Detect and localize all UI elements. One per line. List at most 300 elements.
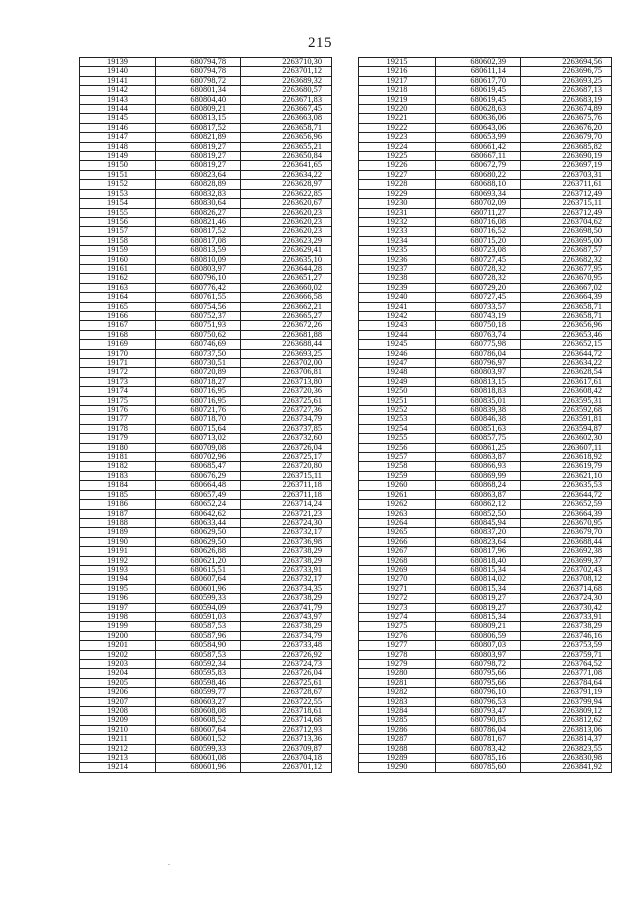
point-number-cell: 19149	[80, 152, 156, 161]
point-number-cell: 19144	[80, 105, 156, 114]
point-number-cell: 19202	[80, 650, 156, 659]
table-row	[80, 208, 332, 217]
x-coordinate-cell: 680601,96	[156, 584, 241, 593]
y-coordinate-cell: 2263670,95	[521, 518, 612, 527]
table-row	[359, 330, 612, 339]
x-coordinate-cell: 680839,38	[436, 406, 521, 415]
table-row	[80, 227, 332, 236]
table-row	[80, 716, 332, 725]
y-coordinate-cell: 2263679,70	[521, 528, 612, 537]
table-row	[359, 556, 612, 565]
table-row	[80, 199, 332, 208]
table-row	[359, 462, 612, 471]
table-row	[80, 76, 332, 85]
table-row	[359, 274, 612, 283]
x-coordinate-cell: 680798,72	[156, 76, 241, 85]
y-coordinate-cell: 2263667,45	[241, 105, 332, 114]
x-coordinate-cell: 680728,32	[436, 264, 521, 273]
x-coordinate-cell: 680667,11	[436, 152, 521, 161]
table-row	[359, 565, 612, 574]
y-coordinate-cell: 2263725,17	[241, 453, 332, 462]
y-coordinate-cell: 2263608,42	[521, 387, 612, 396]
point-number-cell: 19192	[80, 556, 156, 565]
x-coordinate-cell: 680817,52	[156, 227, 241, 236]
x-coordinate-cell: 680830,64	[156, 199, 241, 208]
table-row	[80, 509, 332, 518]
point-number-cell: 19139	[80, 58, 156, 67]
point-number-cell: 19267	[359, 547, 436, 556]
x-coordinate-cell: 680587,96	[156, 631, 241, 640]
x-coordinate-cell: 680621,20	[156, 556, 241, 565]
y-coordinate-cell: 2263658,71	[521, 302, 612, 311]
x-coordinate-cell: 680785,60	[436, 763, 521, 772]
x-coordinate-cell: 680608,52	[156, 716, 241, 725]
x-coordinate-cell: 680781,67	[436, 735, 521, 744]
x-coordinate-cell: 680786,04	[436, 725, 521, 734]
x-coordinate-cell: 680817,52	[156, 123, 241, 132]
table-row	[80, 697, 332, 706]
x-coordinate-cell: 680751,93	[156, 321, 241, 330]
y-coordinate-cell: 2263733,91	[521, 612, 612, 621]
x-coordinate-cell: 680785,16	[436, 754, 521, 763]
point-number-cell: 19233	[359, 227, 436, 236]
point-number-cell: 19178	[80, 424, 156, 433]
y-coordinate-cell: 2263629,41	[241, 246, 332, 255]
table-row	[80, 547, 332, 556]
point-number-cell: 19270	[359, 575, 436, 584]
table-row	[359, 716, 612, 725]
point-number-cell: 19194	[80, 575, 156, 584]
point-number-cell: 19147	[80, 133, 156, 142]
y-coordinate-cell: 2263830,98	[521, 754, 612, 763]
x-coordinate-cell: 680790,85	[436, 716, 521, 725]
x-coordinate-cell: 680587,53	[156, 650, 241, 659]
table-row	[359, 236, 612, 245]
point-number-cell: 19280	[359, 669, 436, 678]
x-coordinate-cell: 680806,59	[436, 631, 521, 640]
x-coordinate-cell: 680718,70	[156, 415, 241, 424]
table-row	[80, 707, 332, 716]
coordinates-table-left	[79, 57, 332, 773]
x-coordinate-cell: 680815,34	[436, 612, 521, 621]
y-coordinate-cell: 2263681,88	[241, 330, 332, 339]
table-row	[359, 481, 612, 490]
footer-mark: .	[168, 858, 170, 867]
y-coordinate-cell: 2263724,30	[521, 594, 612, 603]
y-coordinate-cell: 2263655,21	[241, 142, 332, 151]
point-number-cell: 19184	[80, 481, 156, 490]
x-coordinate-cell: 680587,53	[156, 622, 241, 631]
point-number-cell: 19191	[80, 547, 156, 556]
y-coordinate-cell: 2263823,55	[521, 744, 612, 753]
x-coordinate-cell: 680657,49	[156, 490, 241, 499]
x-coordinate-cell: 680819,27	[436, 594, 521, 603]
point-number-cell: 19231	[359, 208, 436, 217]
x-coordinate-cell: 680598,46	[156, 678, 241, 687]
table-row	[359, 283, 612, 292]
y-coordinate-cell: 2263721,23	[241, 509, 332, 518]
y-coordinate-cell: 2263725,61	[241, 678, 332, 687]
y-coordinate-cell: 2263653,46	[521, 330, 612, 339]
table-row	[359, 340, 612, 349]
x-coordinate-cell: 680729,20	[436, 283, 521, 292]
x-coordinate-cell: 680601,08	[156, 754, 241, 763]
point-number-cell: 19197	[80, 603, 156, 612]
point-number-cell: 19236	[359, 255, 436, 264]
table-row	[359, 95, 612, 104]
y-coordinate-cell: 2263679,70	[521, 133, 612, 142]
y-coordinate-cell: 2263732,60	[241, 434, 332, 443]
table-row	[359, 678, 612, 687]
table-row	[80, 744, 332, 753]
table-row	[80, 236, 332, 245]
table-row	[80, 311, 332, 320]
y-coordinate-cell: 2263623,29	[241, 236, 332, 245]
x-coordinate-cell: 680761,55	[156, 293, 241, 302]
y-coordinate-cell: 2263620,23	[241, 227, 332, 236]
table-row	[359, 584, 612, 593]
x-coordinate-cell: 680837,20	[436, 528, 521, 537]
y-coordinate-cell: 2263720,80	[241, 462, 332, 471]
x-coordinate-cell: 680775,98	[436, 340, 521, 349]
table-row	[359, 612, 612, 621]
table-row	[80, 161, 332, 170]
table-row	[359, 594, 612, 603]
x-coordinate-cell: 680615,51	[156, 565, 241, 574]
y-coordinate-cell: 2263718,61	[241, 707, 332, 716]
x-coordinate-cell: 680728,32	[436, 274, 521, 283]
point-number-cell: 19219	[359, 95, 436, 104]
x-coordinate-cell: 680818,83	[436, 387, 521, 396]
table-row	[359, 660, 612, 669]
table-row	[80, 528, 332, 537]
y-coordinate-cell: 2263724,73	[241, 660, 332, 669]
point-number-cell: 19268	[359, 556, 436, 565]
x-coordinate-cell: 680832,83	[156, 189, 241, 198]
x-coordinate-cell: 680584,90	[156, 641, 241, 650]
point-number-cell: 19200	[80, 631, 156, 640]
point-number-cell: 19172	[80, 368, 156, 377]
y-coordinate-cell: 2263712,49	[521, 208, 612, 217]
point-number-cell: 19216	[359, 67, 436, 76]
point-number-cell: 19226	[359, 161, 436, 170]
y-coordinate-cell: 2263644,72	[521, 349, 612, 358]
x-coordinate-cell: 680599,33	[156, 744, 241, 753]
point-number-cell: 19262	[359, 500, 436, 509]
point-number-cell: 19183	[80, 471, 156, 480]
y-coordinate-cell: 2263620,23	[241, 217, 332, 226]
table-row	[359, 453, 612, 462]
table-row	[359, 199, 612, 208]
y-coordinate-cell: 2263738,29	[241, 622, 332, 631]
point-number-cell: 19256	[359, 443, 436, 452]
table-row	[359, 575, 612, 584]
point-number-cell: 19282	[359, 688, 436, 697]
x-coordinate-cell: 680633,44	[156, 518, 241, 527]
y-coordinate-cell: 2263635,10	[241, 255, 332, 264]
point-number-cell: 19167	[80, 321, 156, 330]
point-number-cell: 19217	[359, 76, 436, 85]
x-coordinate-cell: 680730,51	[156, 359, 241, 368]
point-number-cell: 19181	[80, 453, 156, 462]
y-coordinate-cell: 2263701,12	[241, 763, 332, 772]
table-row	[359, 152, 612, 161]
x-coordinate-cell: 680713,02	[156, 434, 241, 443]
table-row	[359, 133, 612, 142]
point-number-cell: 19243	[359, 321, 436, 330]
point-number-cell: 19193	[80, 565, 156, 574]
y-coordinate-cell: 2263714,24	[241, 500, 332, 509]
x-coordinate-cell: 680715,64	[156, 424, 241, 433]
table-row	[80, 631, 332, 640]
point-number-cell: 19151	[80, 170, 156, 179]
x-coordinate-cell: 680619,45	[436, 86, 521, 95]
point-number-cell: 19279	[359, 660, 436, 669]
table-row	[80, 424, 332, 433]
x-coordinate-cell: 680821,46	[156, 217, 241, 226]
table-row	[359, 217, 612, 226]
point-number-cell: 19274	[359, 612, 436, 621]
x-coordinate-cell: 680861,25	[436, 443, 521, 452]
x-coordinate-cell: 680718,27	[156, 377, 241, 386]
point-number-cell: 19185	[80, 490, 156, 499]
table-row	[359, 76, 612, 85]
x-coordinate-cell: 680809,21	[436, 622, 521, 631]
point-number-cell: 19143	[80, 95, 156, 104]
y-coordinate-cell: 2263712,49	[521, 189, 612, 198]
table-row	[359, 547, 612, 556]
point-number-cell: 19210	[80, 725, 156, 734]
table-row	[80, 340, 332, 349]
y-coordinate-cell: 2263662,21	[241, 302, 332, 311]
table-row	[359, 641, 612, 650]
coordinates-table-body	[80, 58, 332, 773]
y-coordinate-cell: 2263666,58	[241, 293, 332, 302]
table-row	[359, 669, 612, 678]
x-coordinate-cell: 680803,97	[156, 264, 241, 273]
x-coordinate-cell: 680592,34	[156, 660, 241, 669]
y-coordinate-cell: 2263784,64	[521, 678, 612, 687]
x-coordinate-cell: 680629,50	[156, 528, 241, 537]
x-coordinate-cell: 680818,40	[436, 556, 521, 565]
table-row	[80, 678, 332, 687]
y-coordinate-cell: 2263738,29	[241, 556, 332, 565]
y-coordinate-cell: 2263734,79	[241, 631, 332, 640]
x-coordinate-cell: 680851,63	[436, 424, 521, 433]
table-row	[80, 453, 332, 462]
point-number-cell: 19239	[359, 283, 436, 292]
point-number-cell: 19224	[359, 142, 436, 151]
y-coordinate-cell: 2263722,55	[241, 697, 332, 706]
x-coordinate-cell: 680821,89	[156, 133, 241, 142]
point-number-cell: 19162	[80, 274, 156, 283]
x-coordinate-cell: 680796,10	[436, 688, 521, 697]
x-coordinate-cell: 680676,29	[156, 471, 241, 480]
point-number-cell: 19240	[359, 293, 436, 302]
x-coordinate-cell: 680685,47	[156, 462, 241, 471]
table-row	[359, 490, 612, 499]
table-row	[359, 725, 612, 734]
point-number-cell: 19186	[80, 500, 156, 509]
table-row	[80, 565, 332, 574]
point-number-cell: 19212	[80, 744, 156, 753]
table-row	[80, 264, 332, 273]
table-row	[80, 603, 332, 612]
point-number-cell: 19211	[80, 735, 156, 744]
x-coordinate-cell: 680642,62	[156, 509, 241, 518]
point-number-cell: 19257	[359, 453, 436, 462]
table-row	[359, 302, 612, 311]
table-row	[80, 368, 332, 377]
point-number-cell: 19225	[359, 152, 436, 161]
x-coordinate-cell: 680750,62	[156, 330, 241, 339]
table-row	[80, 142, 332, 151]
table-row	[80, 650, 332, 659]
table-row	[359, 246, 612, 255]
y-coordinate-cell: 2263738,29	[241, 547, 332, 556]
y-coordinate-cell: 2263687,13	[521, 86, 612, 95]
point-number-cell: 19148	[80, 142, 156, 151]
table-row	[359, 622, 612, 631]
x-coordinate-cell: 680823,64	[436, 537, 521, 546]
x-coordinate-cell: 680828,89	[156, 180, 241, 189]
table-row	[80, 612, 332, 621]
table-row	[80, 434, 332, 443]
table-row	[80, 471, 332, 480]
y-coordinate-cell: 2263799,94	[521, 697, 612, 706]
y-coordinate-cell: 2263738,29	[521, 622, 612, 631]
y-coordinate-cell: 2263663,08	[241, 114, 332, 123]
table-row	[359, 255, 612, 264]
y-coordinate-cell: 2263727,36	[241, 406, 332, 415]
y-coordinate-cell: 2263702,00	[241, 359, 332, 368]
x-coordinate-cell: 680817,96	[436, 547, 521, 556]
y-coordinate-cell: 2263741,79	[241, 603, 332, 612]
point-number-cell: 19203	[80, 660, 156, 669]
point-number-cell: 19141	[80, 76, 156, 85]
point-number-cell: 19259	[359, 471, 436, 480]
point-number-cell: 19215	[359, 58, 436, 67]
table-row	[359, 349, 612, 358]
y-coordinate-cell: 2263711,18	[241, 490, 332, 499]
x-coordinate-cell: 680743,19	[436, 311, 521, 320]
point-number-cell: 19228	[359, 180, 436, 189]
table-row	[359, 697, 612, 706]
x-coordinate-cell: 680716,95	[156, 396, 241, 405]
table-row	[80, 556, 332, 565]
point-number-cell: 19278	[359, 650, 436, 659]
point-number-cell: 19276	[359, 631, 436, 640]
x-coordinate-cell: 680709,08	[156, 443, 241, 452]
table-row	[80, 584, 332, 593]
table-row	[80, 95, 332, 104]
table-row	[359, 471, 612, 480]
y-coordinate-cell: 2263676,20	[521, 123, 612, 132]
point-number-cell: 19241	[359, 302, 436, 311]
y-coordinate-cell: 2263710,30	[241, 58, 332, 67]
x-coordinate-cell: 680783,42	[436, 744, 521, 753]
y-coordinate-cell: 2263622,85	[241, 189, 332, 198]
y-coordinate-cell: 2263694,56	[521, 58, 612, 67]
table-row	[359, 537, 612, 546]
point-number-cell: 19269	[359, 565, 436, 574]
point-number-cell: 19271	[359, 584, 436, 593]
y-coordinate-cell: 2263675,76	[521, 114, 612, 123]
table-row	[80, 180, 332, 189]
table-row	[359, 406, 612, 415]
point-number-cell: 19163	[80, 283, 156, 292]
table-row	[359, 208, 612, 217]
x-coordinate-cell: 680716,52	[436, 227, 521, 236]
x-coordinate-cell: 680868,24	[436, 481, 521, 490]
point-number-cell: 19164	[80, 293, 156, 302]
point-number-cell: 19238	[359, 274, 436, 283]
point-number-cell: 19287	[359, 735, 436, 744]
x-coordinate-cell: 680750,18	[436, 321, 521, 330]
y-coordinate-cell: 2263733,91	[241, 565, 332, 574]
table-row	[80, 359, 332, 368]
table-row	[80, 377, 332, 386]
point-number-cell: 19234	[359, 236, 436, 245]
x-coordinate-cell: 680653,99	[436, 133, 521, 142]
y-coordinate-cell: 2263595,31	[521, 396, 612, 405]
y-coordinate-cell: 2263715,11	[241, 471, 332, 480]
table-row	[359, 368, 612, 377]
point-number-cell: 19171	[80, 359, 156, 368]
table-row	[359, 424, 612, 433]
y-coordinate-cell: 2263743,97	[241, 612, 332, 621]
y-coordinate-cell: 2263698,50	[521, 227, 612, 236]
y-coordinate-cell: 2263693,25	[521, 76, 612, 85]
table-row	[359, 396, 612, 405]
x-coordinate-cell: 680720,89	[156, 368, 241, 377]
x-coordinate-cell: 680652,24	[156, 500, 241, 509]
point-number-cell: 19190	[80, 537, 156, 546]
x-coordinate-cell: 680826,27	[156, 208, 241, 217]
table-row	[359, 170, 612, 179]
y-coordinate-cell: 2263696,75	[521, 67, 612, 76]
point-number-cell: 19251	[359, 396, 436, 405]
point-number-cell: 19235	[359, 246, 436, 255]
table-row	[359, 744, 612, 753]
y-coordinate-cell: 2263814,37	[521, 735, 612, 744]
y-coordinate-cell: 2263734,35	[241, 584, 332, 593]
y-coordinate-cell: 2263726,92	[241, 650, 332, 659]
y-coordinate-cell: 2263656,96	[241, 133, 332, 142]
table-row	[359, 161, 612, 170]
point-number-cell: 19250	[359, 387, 436, 396]
x-coordinate-cell: 680794,78	[156, 58, 241, 67]
point-number-cell: 19258	[359, 462, 436, 471]
table-row	[359, 528, 612, 537]
point-number-cell: 19261	[359, 490, 436, 499]
x-coordinate-cell: 680752,37	[156, 311, 241, 320]
x-coordinate-cell: 680711,27	[436, 208, 521, 217]
x-coordinate-cell: 680716,95	[156, 387, 241, 396]
y-coordinate-cell: 2263693,25	[241, 349, 332, 358]
point-number-cell: 19237	[359, 264, 436, 273]
point-number-cell: 19273	[359, 603, 436, 612]
y-coordinate-cell: 2263732,17	[241, 575, 332, 584]
x-coordinate-cell: 680819,27	[156, 161, 241, 170]
table-row	[80, 763, 332, 772]
point-number-cell: 19213	[80, 754, 156, 763]
y-coordinate-cell: 2263715,11	[521, 199, 612, 208]
point-number-cell: 19188	[80, 518, 156, 527]
y-coordinate-cell: 2263724,30	[241, 518, 332, 527]
point-number-cell: 19249	[359, 377, 436, 386]
y-coordinate-cell: 2263771,08	[521, 669, 612, 678]
